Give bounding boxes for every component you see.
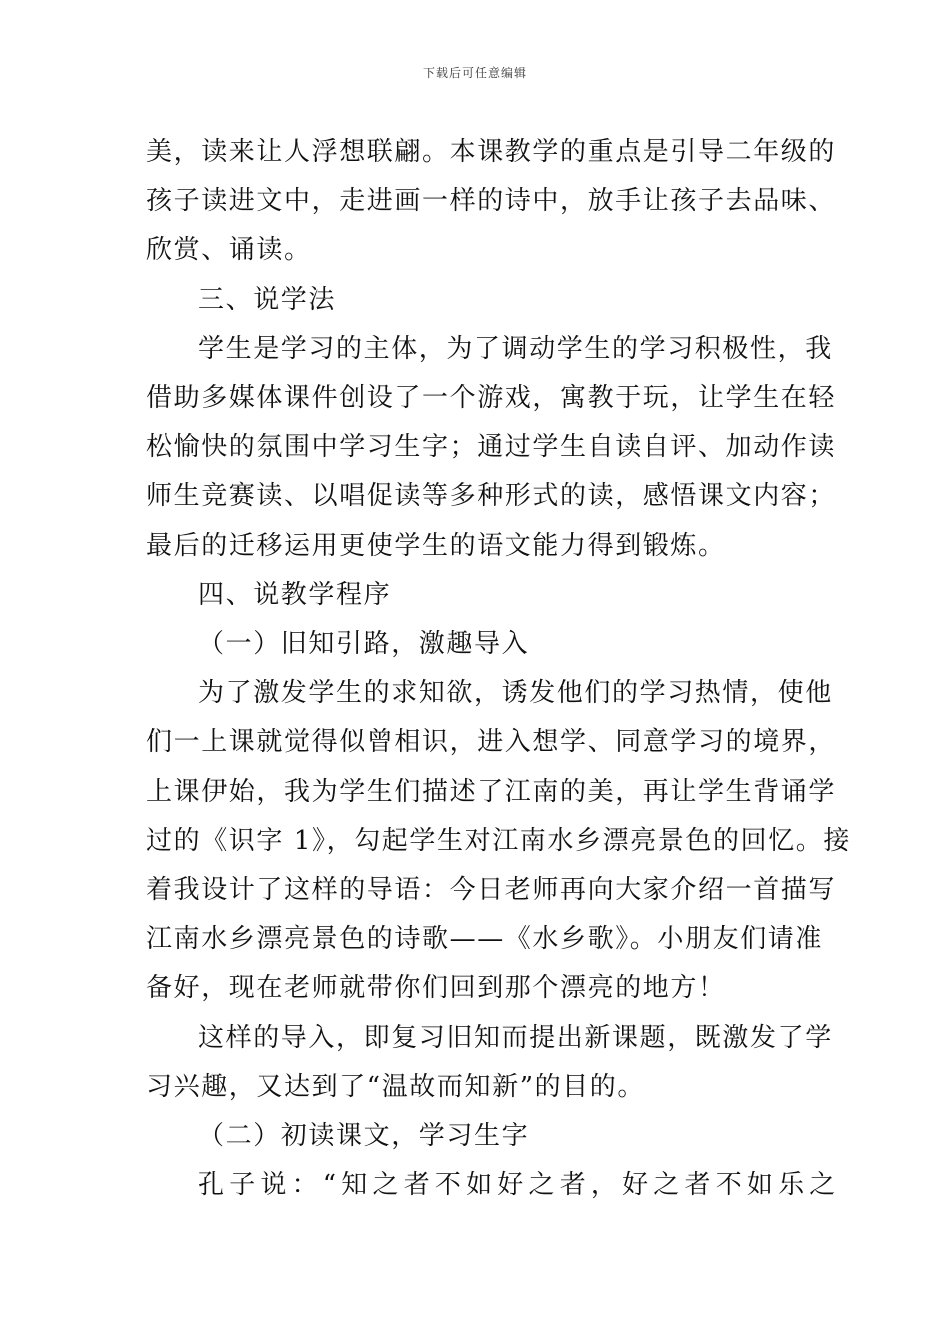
section-heading: 三、说学法 <box>198 284 337 315</box>
paragraph-start: 学生是学习的主体，为了调动学生的学习积极性，我 <box>198 333 833 364</box>
subsection-heading: （二）初读课文，学习生字 <box>198 1121 530 1152</box>
text-line: 着我设计了这样的导语：今日老师再向大家介绍一首描写 <box>146 875 837 906</box>
text-line: 孩子读进文中，走进画一样的诗中，放手让孩子去品味、 <box>146 186 837 217</box>
paragraph-start: 孔子说：“知之者不如好之者，好之者不如乐之 <box>198 1170 841 1201</box>
subsection-heading: （一）旧知引路，激趣导入 <box>198 629 530 660</box>
text-line: 欣赏、诵读。 <box>146 235 312 266</box>
paragraph-start: 这样的导入，即复习旧知而提出新课题，既激发了学 <box>198 1022 833 1053</box>
paragraph-start: 为了激发学生的求知欲，诱发他们的学习热情，使他 <box>198 678 833 709</box>
text-line: 备好，现在老师就带你们回到那个漂亮的地方！ <box>146 973 726 1004</box>
text-line: 们一上课就觉得似曾相识，进入想学、同意学习的境界， <box>146 727 837 758</box>
text-line: 最后的迁移运用更使学生的语文能力得到锻炼。 <box>146 530 726 561</box>
text-line: 习兴趣，又达到了“温故而知新”的目的。 <box>146 1071 645 1102</box>
text-line: 师生竞赛读、以唱促读等多种形式的读，感悟课文内容； <box>146 481 837 512</box>
text-line: 借助多媒体课件创设了一个游戏，寓教于玩，让学生在轻 <box>146 383 837 414</box>
section-heading: 四、说教学程序 <box>198 579 392 610</box>
text-line: 松愉快的氛围中学习生字；通过学生自读自评、加动作读 <box>146 432 837 463</box>
page-header: 下载后可任意编辑 <box>422 66 527 80</box>
text-line: 过的《识字 1》，勾起学生对江南水乡漂亮景色的回忆。接 <box>146 825 852 856</box>
document-body <box>146 128 852 1210</box>
text-line: 上课伊始，我为学生们描述了江南的美，再让学生背诵学 <box>146 776 837 807</box>
text-line: 江南水乡漂亮景色的诗歌——《水乡歌》。小朋友们请准 <box>146 924 824 955</box>
text-line: 美，读来让人浮想联翩。本课教学的重点是引导二年级的 <box>146 137 837 167</box>
